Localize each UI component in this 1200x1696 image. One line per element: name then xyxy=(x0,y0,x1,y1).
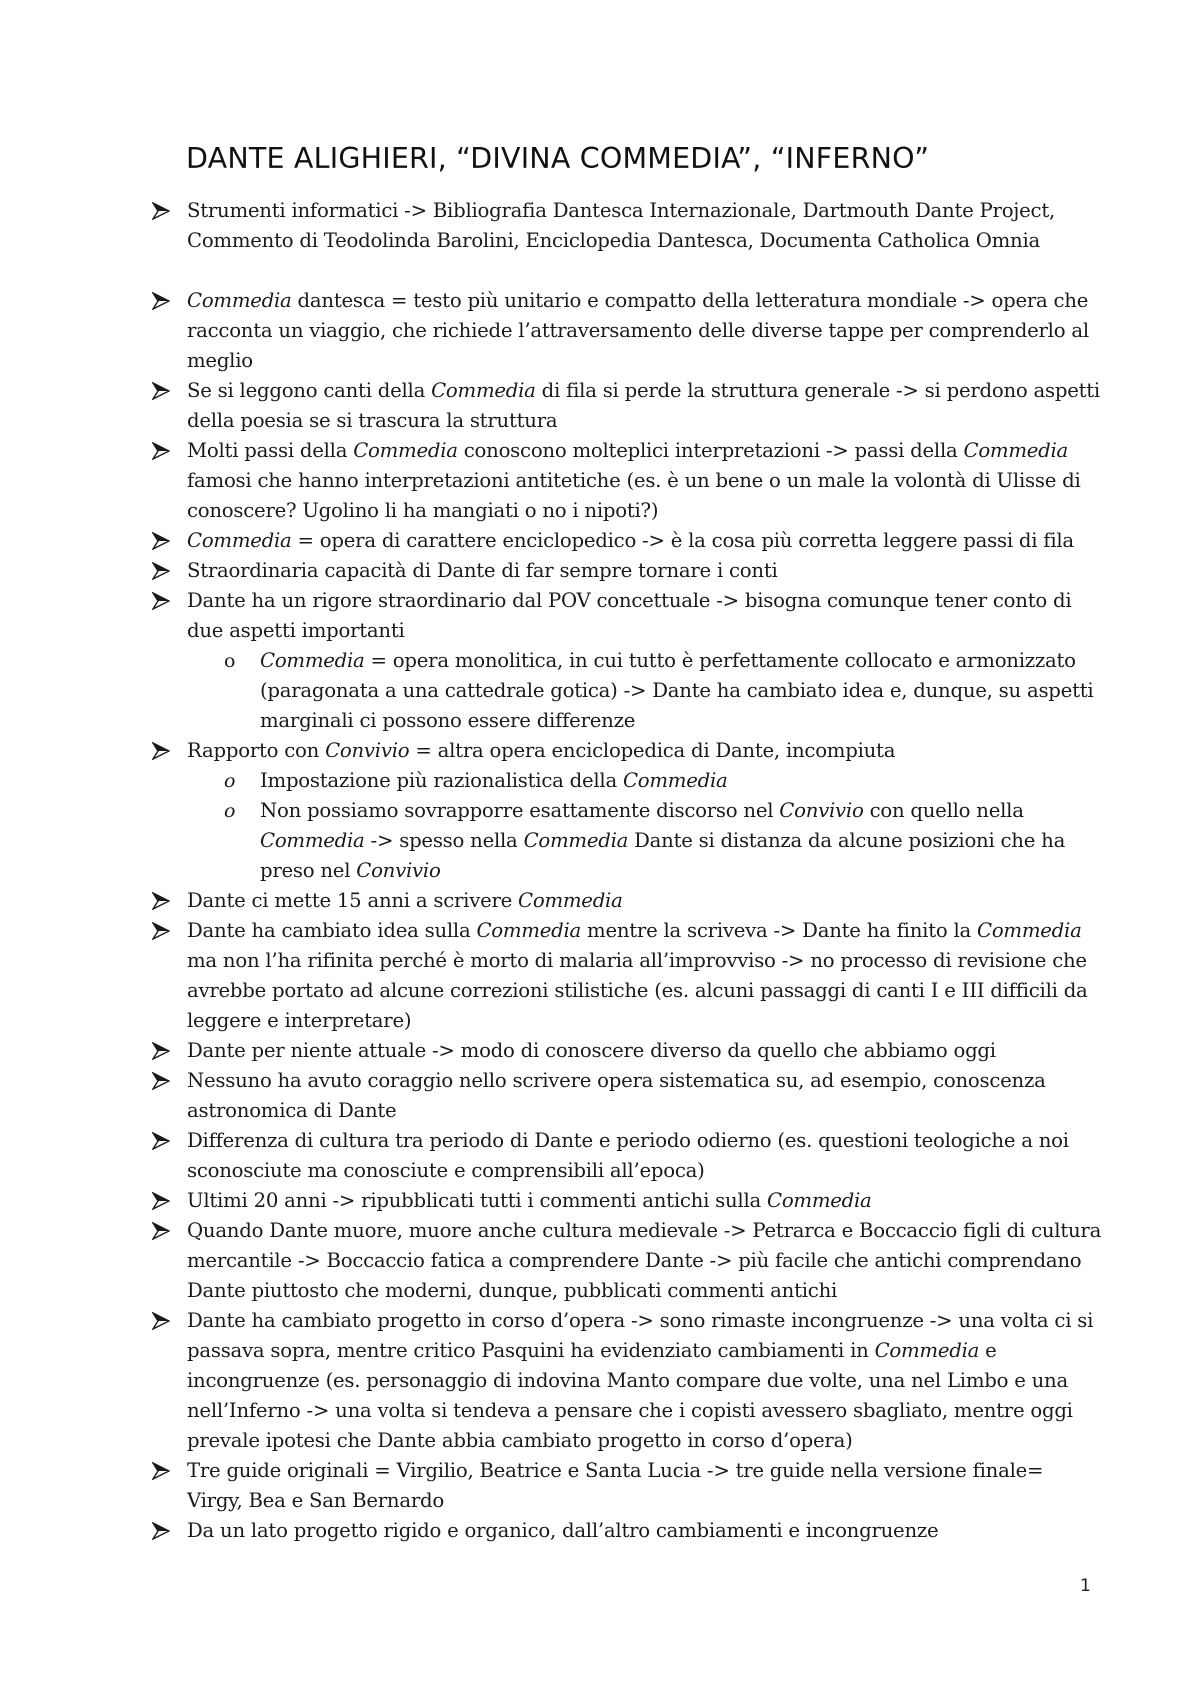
list-item xyxy=(152,886,1102,916)
text-segment: Tre guide originali = Virgilio, Beatrice e Santa Lucia -> tre guide nella versione finale= Virgy, Bea e San Bernardo xyxy=(187,1459,1044,1512)
text-segment: Da un lato progetto rigido e organico, dall’altro cambiamenti e incongruenze xyxy=(187,1519,939,1542)
text-segment: Ultimi 20 anni -> ripubblicati tutti i commenti antichi sulla xyxy=(187,1189,767,1212)
arrowhead-bullet-icon xyxy=(152,1042,170,1060)
text-segment: Differenza di cultura tra periodo di Dante e periodo odierno (es. questioni teologiche a noi sconosciute ma conosciute e comprensibili all’epoca) xyxy=(187,1129,1069,1182)
text-segment: e incongruenze (es. personaggio di indovina Manto compare due volte, una nel Limbo e una nell’Inferno -> una volta si tendeva a pensare che i copisti avessero sbagliato, mentre oggi prevale ipotesi che Dante abbia cambiato progetto in corso d’opera) xyxy=(187,1339,1073,1452)
list-item-text xyxy=(187,1309,1093,1452)
text-segment: di fila si perde la struttura generale -> si perdono aspetti della poesia se si trascura la struttura xyxy=(187,379,1100,432)
text-segment: Molti passi della xyxy=(187,439,354,462)
text-segment: Dante per niente attuale -> modo di conoscere diverso da quello che abbiamo oggi xyxy=(187,1039,996,1062)
text-segment: Non possiamo sovrapporre esattamente discorso nel xyxy=(260,799,780,822)
italic-title-text: Commedia xyxy=(518,889,623,912)
list-item-text xyxy=(187,889,623,912)
list-item xyxy=(152,1306,1102,1456)
italic-title-text: Commedia xyxy=(977,919,1082,942)
text-segment: con quello nella xyxy=(863,799,1024,822)
italic-title-text: Commedia xyxy=(353,439,458,462)
list-item xyxy=(152,1186,1102,1216)
text-segment: Impostazione più razionalistica della xyxy=(260,769,623,792)
circle-bullet-marker: o xyxy=(224,800,236,822)
text-segment: Dante ci mette 15 anni a scrivere xyxy=(187,889,519,912)
text-segment: Dante ha un rigore straordinario dal POV concettuale -> bisogna comunque tener conto di due aspetti importanti xyxy=(187,589,1072,642)
italic-title-text: Commedia xyxy=(622,769,728,792)
italic-title-text: Commedia xyxy=(476,919,582,942)
list-item-text xyxy=(187,1519,938,1542)
list-item xyxy=(152,526,1102,556)
circle-bullet-marker: o xyxy=(224,650,236,672)
list-item xyxy=(152,1456,1102,1516)
arrowhead-bullet-icon xyxy=(152,1192,170,1210)
italic-title-text: Convivio xyxy=(325,739,410,762)
list-item xyxy=(152,1066,1102,1126)
text-segment: = opera monolitica, in cui tutto è perfettamente collocato e armonizzato (paragonata a una cattedrale gotica) -> Dante ha cambiato idea e, dunque, su aspetti marginali ci possono essere differenze xyxy=(260,649,1094,732)
text-segment: Dante si distanza da alcune posizioni che ha preso nel xyxy=(260,829,1066,882)
circle-bullet-marker: o xyxy=(224,770,236,792)
italic-title-text: Commedia xyxy=(187,529,292,552)
italic-title-text: Commedia xyxy=(874,1339,980,1362)
list-item xyxy=(152,1516,1102,1546)
list-item-text xyxy=(260,769,728,792)
italic-title-text: Commedia xyxy=(963,439,1069,462)
italic-title-text: Commedia xyxy=(260,829,365,852)
list-item xyxy=(152,1036,1102,1066)
text-segment: Rapporto con xyxy=(187,739,326,762)
italic-title-text: Commedia xyxy=(523,829,629,852)
list-item xyxy=(152,916,1102,1036)
sub-list-item xyxy=(152,766,1102,796)
arrowhead-bullet-icon xyxy=(152,1462,170,1480)
arrowhead-bullet-icon xyxy=(152,1222,170,1240)
arrowhead-bullet-icon xyxy=(152,592,170,610)
italic-title-text: Commedia xyxy=(767,1189,872,1212)
list-item-text xyxy=(187,1129,1069,1182)
list-item-text xyxy=(187,379,1100,432)
list-item-text xyxy=(260,799,1065,882)
text-segment: ma non l’ha rifinita perché è morto di malaria all’improvviso -> no processo di revisione che avrebbe portato ad alcune correzioni stilistiche (es. alcuni passaggi di canti I e III difficili da leggere e interpretare) xyxy=(187,949,1088,1032)
arrowhead-bullet-icon xyxy=(152,1522,170,1540)
arrowhead-bullet-icon xyxy=(152,442,170,460)
arrowhead-bullet-icon xyxy=(152,922,170,940)
list-item-text xyxy=(187,739,895,762)
bullet-list xyxy=(152,196,1102,1546)
sub-list-item xyxy=(152,646,1102,736)
italic-title-text: Convivio xyxy=(779,799,864,822)
text-segment: Strumenti informatici -> Bibliografia Dantesca Internazionale, Dartmouth Dante Project, Commento di Teodolinda Barolini, Enciclopedia Dantesca, Documenta Catholica Omnia xyxy=(187,199,1055,252)
italic-title-text: Commedia xyxy=(187,289,292,312)
arrowhead-bullet-icon xyxy=(152,382,170,400)
arrowhead-bullet-icon xyxy=(152,1072,170,1090)
list-item-text xyxy=(187,439,1081,522)
text-segment: conoscono molteplici interpretazioni -> passi della xyxy=(457,439,964,462)
text-segment: mentre la scriveva -> Dante ha finito la xyxy=(581,919,978,942)
list-item xyxy=(152,586,1102,646)
text-segment: = opera di carattere enciclopedico -> è la cosa più corretta leggere passi di fila xyxy=(291,529,1074,552)
list-item-text xyxy=(187,1069,1046,1122)
text-segment: Se si leggono canti della xyxy=(187,379,432,402)
arrowhead-bullet-icon xyxy=(152,202,170,220)
arrowhead-bullet-icon xyxy=(152,562,170,580)
text-segment: Quando Dante muore, muore anche cultura medievale -> Petrarca e Boccaccio figli di cultura mercantile -> Boccaccio fatica a comprendere Dante -> più facile che antichi comprendano Dante piuttosto che moderni, dunque, pubblicati commenti antichi xyxy=(187,1219,1102,1302)
arrowhead-bullet-icon xyxy=(152,742,170,760)
list-item xyxy=(152,1216,1102,1306)
list-item-text xyxy=(187,589,1071,642)
list-item-text xyxy=(187,199,1055,252)
text-segment: Dante ha cambiato progetto in corso d’opera -> sono rimaste incongruenze -> una volta ci si passava sopra, mentre critico Pasquini ha evidenziato cambiamenti in xyxy=(187,1309,1094,1362)
text-segment: Straordinaria capacità di Dante di far sempre tornare i conti xyxy=(187,559,778,582)
sub-list-item xyxy=(152,796,1102,886)
text-segment: dantesca = testo più unitario e compatto della letteratura mondiale -> opera che racconta un viaggio, che richiede l’attraversamento delle diverse tappe per comprenderlo al meglio xyxy=(187,289,1089,372)
list-item xyxy=(152,286,1102,376)
arrowhead-bullet-icon xyxy=(152,892,170,910)
list-item-text xyxy=(187,529,1074,552)
list-item-text xyxy=(187,1219,1101,1302)
page-number: 1 xyxy=(1080,1576,1091,1596)
list-item-text xyxy=(187,289,1089,372)
list-item xyxy=(152,1126,1102,1186)
text-segment: Dante ha cambiato idea sulla xyxy=(187,919,477,942)
list-item-text xyxy=(187,1189,872,1212)
text-segment: Nessuno ha avuto coraggio nello scrivere opera sistematica su, ad esempio, conoscenza astronomica di Dante xyxy=(187,1069,1046,1122)
list-item xyxy=(152,736,1102,766)
list-item-text xyxy=(187,1459,1043,1512)
list-item-text xyxy=(187,1039,996,1062)
arrowhead-bullet-icon xyxy=(152,1312,170,1330)
list-item-text xyxy=(260,649,1093,732)
arrowhead-bullet-icon xyxy=(152,1132,170,1150)
italic-title-text: Convivio xyxy=(356,859,441,882)
italic-title-text: Commedia xyxy=(260,649,365,672)
text-segment: -> spesso nella xyxy=(364,829,524,852)
arrowhead-bullet-icon xyxy=(152,292,170,310)
arrowhead-bullet-icon xyxy=(152,532,170,550)
list-item-text xyxy=(187,559,778,582)
page-title: DANTE ALIGHIERI, “DIVINA COMMEDIA”, “INFERNO” xyxy=(186,142,930,175)
list-item xyxy=(152,196,1102,256)
list-item xyxy=(152,436,1102,526)
list-item-text xyxy=(187,919,1088,1032)
text-segment: = altra opera enciclopedica di Dante, incompiuta xyxy=(409,739,896,762)
list-item xyxy=(152,556,1102,586)
italic-title-text: Commedia xyxy=(431,379,536,402)
list-item xyxy=(152,376,1102,436)
text-segment: famosi che hanno interpretazioni antitetiche (es. è un bene o un male la volontà di Ulisse di conoscere? Ugolino li ha mangiati o no i nipoti?) xyxy=(187,469,1081,522)
